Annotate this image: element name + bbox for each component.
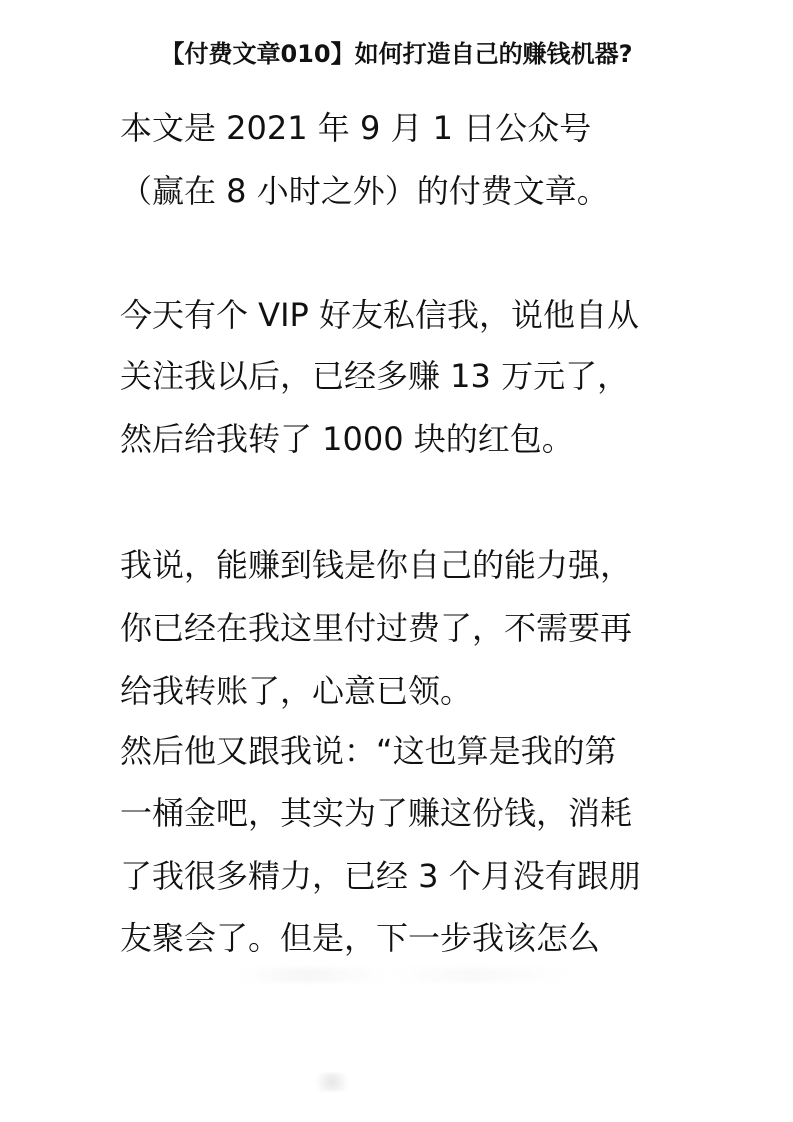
paragraph-line-9: 然后他又跟我说：“这也算是我的第 [120,732,617,770]
paragraph-line-8: 给我转账了，心意已领。 [120,672,473,710]
paragraph-line-4: 关注我以后，已经多赚 13 万元了， [120,357,630,395]
image-artifact [310,1073,354,1091]
paragraph-line-11: 了我很多精力，已经 3 个月没有跟朋 [120,857,641,895]
paragraph-line-7: 你已经在我这里付过费了，不需要再 [120,609,633,647]
paragraph-line-2: （赢在 8 小时之外）的付费文章。 [120,172,609,210]
paragraph-line-5: 然后给我转了 1000 块的红包。 [120,420,574,458]
article-title: 【付费文章010】如何打造自己的赚钱机器? [160,40,633,68]
faded-text-artifact [240,968,570,982]
paragraph-line-12: 友聚会了。但是，下一步我该怎么 [120,919,601,957]
paragraph-line-6: 我说，能赚到钱是你自己的能力强， [120,546,633,584]
paragraph-line-1: 本文是 2021 年 9 月 1 日公众号 [120,109,592,147]
paragraph-line-10: 一桶金吧，其实为了赚这份钱，消耗 [120,794,633,832]
paragraph-line-3: 今天有个 VIP 好友私信我，说他自从 [120,296,639,334]
